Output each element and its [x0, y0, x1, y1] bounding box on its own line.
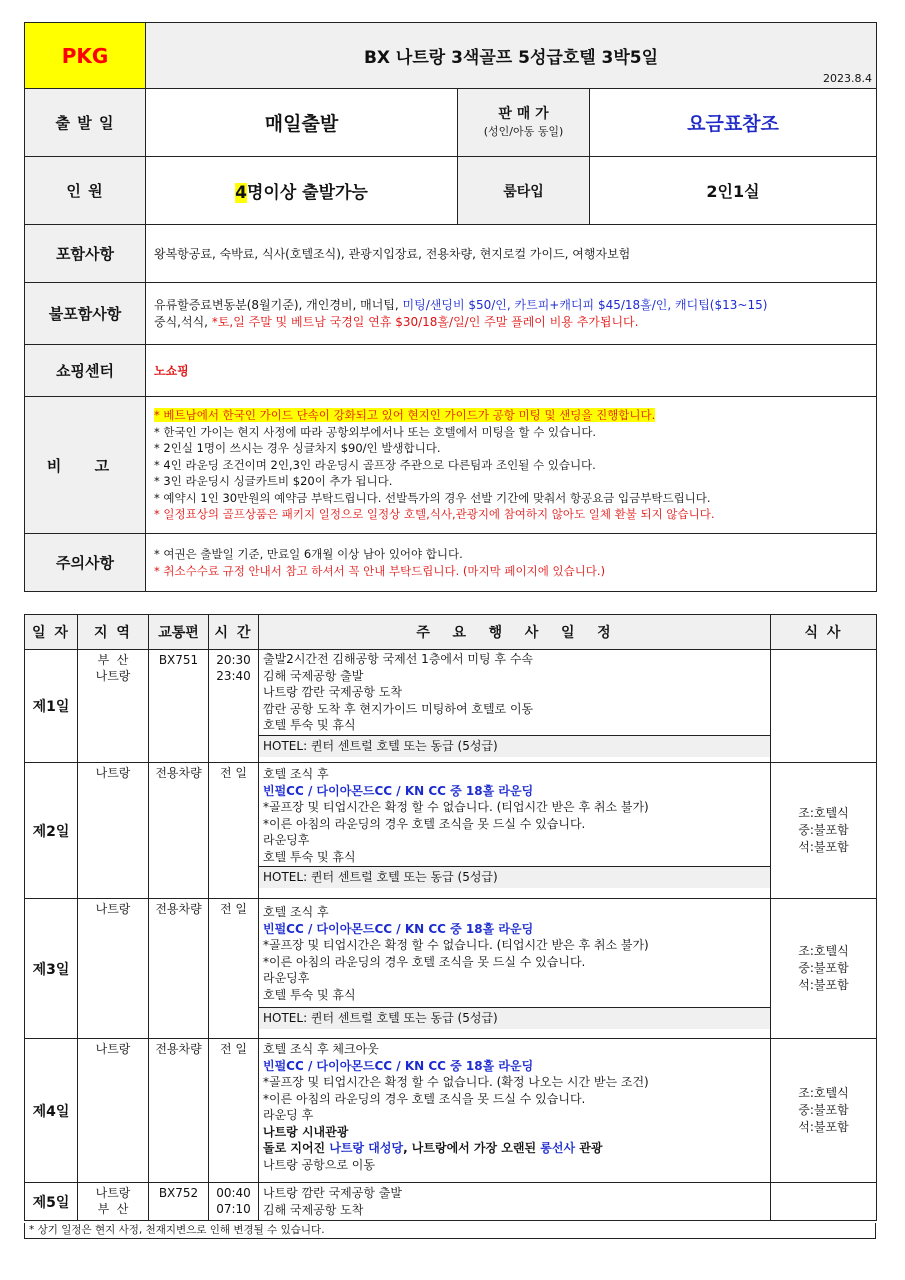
col-header-meal: 식 사 — [771, 615, 877, 650]
room-label: 룸타입 — [458, 157, 590, 225]
schedule-line: 호텔 조식 후 — [263, 905, 329, 919]
schedule-line: 나트랑 깜란 국제공항 출발 — [263, 1186, 402, 1200]
people-number: 4 — [235, 183, 247, 203]
schedule-line: *이른 아침의 라운딩의 경우 호텔 조식을 못 드실 수 있습니다. — [263, 816, 586, 831]
time: 전 일 — [209, 1039, 259, 1183]
col-header-schedule: 주 요 행 사 일 정 — [259, 615, 771, 650]
region: 나트랑 — [78, 1039, 149, 1183]
meal — [771, 1183, 877, 1221]
transport: 전용차량 — [149, 899, 209, 1039]
schedule-line: 나트랑 시내관광 — [263, 1124, 349, 1139]
notes — [146, 397, 877, 534]
time: 전 일 — [209, 763, 259, 899]
golf-line: 빈펄CC / 다이아몬드CC / KN CC 중 18홀 라운딩 — [263, 921, 534, 936]
schedule-line: 라운딩 후 — [263, 1108, 314, 1122]
departure-value: 매일출발 — [146, 89, 458, 157]
itinerary-row — [25, 650, 877, 763]
footnote: * 상기 일정은 현지 사정, 천재지변으로 인해 변경될 수 있습니다. — [24, 1223, 876, 1239]
exclude-fees-blue: 미팅/샌딩비 $50/인, 카트피+캐디피 $45/18홀/인, 캐디팁($13~15) — [402, 298, 768, 312]
shop-value: 노쇼핑 — [146, 345, 877, 397]
itinerary-row — [25, 899, 877, 1039]
schedule-line: 깜란 공항 도착 후 현지가이드 미팅하여 호텔로 이동 — [263, 701, 534, 716]
schedule-line: 김해 국제공항 출발 — [263, 668, 364, 683]
schedule-line: 호텔 조식 후 — [263, 767, 329, 781]
include-value: 왕복항공료, 숙박료, 식사(호텔조식), 관광지입장료, 전용차량, 현지로컬 가이드, 여행자보험 — [146, 225, 877, 283]
schedule — [259, 899, 771, 1039]
region: 부 산 나트랑 — [78, 650, 149, 763]
tour-pagoda: 롱선사 — [540, 1141, 576, 1155]
info-table — [24, 22, 877, 592]
transport: BX752 — [149, 1183, 209, 1221]
people-value — [146, 157, 458, 225]
meal: 조:호텔식 중:불포함 석:불포함 — [771, 763, 877, 899]
golf-line: 빈펄CC / 다이아몬드CC / KN CC 중 18홀 라운딩 — [263, 783, 534, 798]
caution-label: 주의사항 — [25, 534, 146, 592]
price-label — [458, 89, 590, 157]
schedule-line: *골프장 및 티업시간은 확정 할 수 없습니다. (티업시간 받은 후 취소 불가) — [263, 800, 649, 814]
schedule-line: 호텔 조식 후 체크아웃 — [263, 1042, 379, 1056]
meal: 조:호텔식 중:불포함 석:불포함 — [771, 899, 877, 1039]
title-text: BX 나트랑 3색골프 5성급호텔 3박5일 — [363, 48, 659, 68]
schedule-line: 김해 국제공항 도착 — [263, 1202, 364, 1217]
exclude-label: 불포함사항 — [25, 283, 146, 345]
note-label: 비 고 — [25, 397, 146, 534]
exclude-weekend-red: *토,일 주말 및 베트남 국경일 연휴 $30/18홀/일/인 주말 플레이 비용 추가됩니다. — [211, 314, 639, 329]
col-header-transport: 교통편 — [149, 615, 209, 650]
meal: 조:호텔식 중:불포함 석:불포함 — [771, 1039, 877, 1183]
schedule-line — [263, 1140, 766, 1157]
hotel-info: HOTEL: 퀸터 센트럴 호텔 또는 동급 (5성급) — [259, 735, 770, 757]
note-item: * 2인실 1명이 쓰시는 경우 싱글차지 $90/인 발생합니다. — [154, 441, 441, 456]
departure-label: 출 발 일 — [25, 89, 146, 157]
schedule-line: 출발2시간전 김해공항 국제선 1층에서 미팅 후 수속 — [263, 652, 533, 666]
price-value: 요금표참조 — [590, 89, 877, 157]
schedule — [259, 650, 771, 763]
time: 20:30 23:40 — [209, 650, 259, 763]
schedule-line: 라운딩후 — [263, 833, 310, 847]
col-header-day: 일 자 — [25, 615, 78, 650]
schedule-line: 라운딩후 — [263, 971, 310, 985]
col-header-time: 시 간 — [209, 615, 259, 650]
transport: 전용차량 — [149, 1039, 209, 1183]
schedule-line: *골프장 및 티업시간은 확정 할 수 없습니다. (티업시간 받은 후 취소 불가) — [263, 938, 649, 952]
schedule — [259, 1183, 771, 1221]
people-text: 명이상 출발가능 — [246, 183, 368, 203]
caution-item: * 취소수수료 규정 안내서 참고 하셔서 꼭 안내 부탁드립니다. (마지막 페이지에 있습니다.) — [154, 563, 606, 578]
room-value: 2인1실 — [590, 157, 877, 225]
day-label: 제3일 — [25, 899, 78, 1039]
golf-line: 빈펄CC / 다이아몬드CC / KN CC 중 18홀 라운딩 — [263, 1058, 534, 1073]
cautions — [146, 534, 877, 592]
schedule-line: 호텔 투숙 및 휴식 — [263, 718, 356, 732]
people-label: 인 원 — [25, 157, 146, 225]
note-item: * 일정표상의 골프상품은 패키지 일정으로 일정상 호텔,식사,관광지에 참여하지 않아도 일체 환불 되지 않습니다. — [154, 507, 715, 522]
meal — [771, 650, 877, 763]
note-item: * 한국인 가이는 현지 사정에 따라 공항외부에서나 또는 호텔에서 미팅을 할 수 있습니다. — [154, 424, 597, 439]
tour-text: 돌로 지어진 — [263, 1141, 330, 1155]
exclude-value — [146, 283, 877, 345]
hotel-info: HOTEL: 퀸터 센트럴 호텔 또는 동급 (5성급) — [259, 866, 770, 888]
include-label: 포함사항 — [25, 225, 146, 283]
note-item: * 3인 라운딩시 싱글카트비 $20이 추가 됩니다. — [154, 474, 393, 489]
schedule — [259, 763, 771, 899]
shop-label: 쇼핑센터 — [25, 345, 146, 397]
document-date: 2023.8.4 — [823, 72, 872, 85]
note-item: * 베트남에서 한국인 가이드 단속이 강화되고 있어 현지인 가이드가 공항 미팅 및 샌딩을 진행합니다. — [154, 408, 656, 423]
schedule-line: *이른 아침의 라운딩의 경우 호텔 조식을 못 드실 수 있습니다. — [263, 954, 586, 969]
tour-cathedral: 나트랑 대성당 — [329, 1141, 404, 1155]
day-label: 제4일 — [25, 1039, 78, 1183]
transport: 전용차량 — [149, 763, 209, 899]
tour-text: , 나트랑에서 가장 오랜된 — [403, 1141, 541, 1155]
exclude-text-1: 유류할증료변동분(8월기준), 개인경비, 매너팁, — [154, 298, 403, 312]
page-title — [146, 23, 877, 89]
time: 전 일 — [209, 899, 259, 1039]
note-item: * 예약시 1인 30만원의 예약금 부탁드립니다. 선발특가의 경우 선발 기간에 맞춰서 항공요금 입금부탁드립니다. — [154, 490, 711, 505]
exclude-text-2: 중식,석식, — [154, 314, 212, 329]
price-label-main: 판 매 가 — [498, 105, 549, 122]
schedule — [259, 1039, 771, 1183]
itinerary-row — [25, 1183, 877, 1221]
caution-item: * 여권은 출발일 기준, 만료일 6개월 이상 남아 있어야 합니다. — [154, 547, 463, 561]
tour-text: 관광 — [575, 1141, 603, 1155]
schedule-line: 나트랑 공항으로 이동 — [263, 1157, 375, 1172]
schedule-line: *골프장 및 티업시간은 확정 할 수 없습니다. (확정 나오는 시간 받는 조건) — [263, 1075, 649, 1089]
schedule-line: 나트랑 깜란 국제공항 도착 — [263, 685, 402, 699]
time: 00:40 07:10 — [209, 1183, 259, 1221]
pkg-badge: PKG — [25, 23, 146, 89]
price-label-sub: (성인/아동 동일) — [483, 124, 564, 138]
day-label: 제2일 — [25, 763, 78, 899]
schedule-line: *이른 아침의 라운딩의 경우 호텔 조식을 못 드실 수 있습니다. — [263, 1091, 586, 1106]
itinerary-table — [24, 614, 877, 1221]
region: 나트랑 부 산 — [78, 1183, 149, 1221]
schedule-line: 호텔 투숙 및 휴식 — [263, 987, 356, 1002]
itinerary-row — [25, 1039, 877, 1183]
region: 나트랑 — [78, 763, 149, 899]
day-label: 제1일 — [25, 650, 78, 763]
col-header-region: 지 역 — [78, 615, 149, 650]
itinerary-row — [25, 763, 877, 899]
day-label: 제5일 — [25, 1183, 78, 1221]
schedule-line: 호텔 투숙 및 휴식 — [263, 849, 356, 864]
hotel-info: HOTEL: 퀸터 센트럴 호텔 또는 동급 (5성급) — [259, 1007, 770, 1029]
note-item: * 4인 라운딩 조건이며 2인,3인 라운딩시 골프장 주관으로 다른팀과 조인될 수 있습니다. — [154, 457, 596, 472]
region: 나트랑 — [78, 899, 149, 1039]
transport: BX751 — [149, 650, 209, 763]
